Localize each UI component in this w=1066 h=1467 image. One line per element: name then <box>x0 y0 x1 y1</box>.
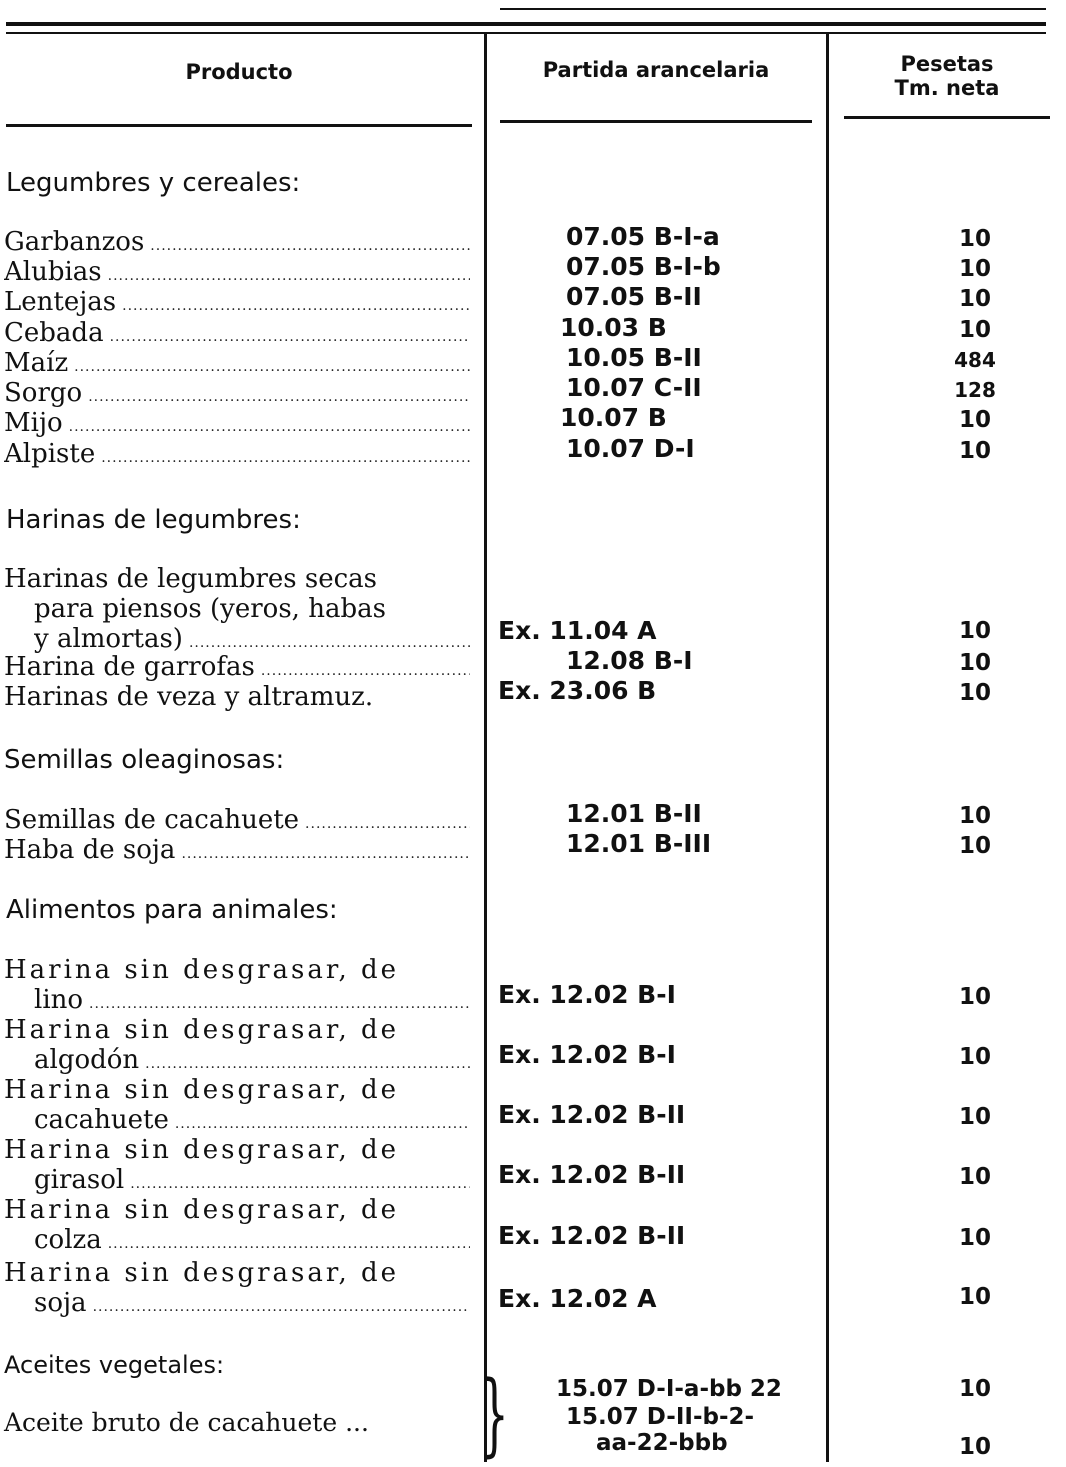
row-colza-value: 10 <box>958 1225 991 1251</box>
row-aceite-value2: 10 <box>958 1434 991 1460</box>
row-garrofas-code: 12.08 B-I <box>566 646 693 675</box>
row-aceite-value1: 10 <box>958 1376 991 1402</box>
section-semillas-oleaginosas: Semillas oleaginosas: <box>4 745 285 775</box>
row-alubias-code: 07.05 B-I-b <box>566 252 721 281</box>
column-divider-right <box>826 34 829 1462</box>
row-mijo-product: Mijo ..... <box>4 408 470 442</box>
row-soja-haba-product: Haba de soja ..... <box>4 835 470 869</box>
row-aceite-code1: 15.07 D-I-a-bb 22 <box>556 1376 782 1402</box>
header-underline-partida <box>500 120 812 123</box>
header-pesetas <box>844 52 1050 100</box>
row-aceite-code2-line1: 15.07 D-II-b-2- <box>566 1404 755 1430</box>
row-lino-line2: lino ..... <box>34 985 470 1019</box>
row-lino-value: 10 <box>958 984 991 1010</box>
header-producto: Producto <box>185 60 293 84</box>
row-soja-harina-line2: soja ..... <box>34 1288 470 1322</box>
top-rule-thin-2 <box>6 32 1046 34</box>
row-soja-harina-line1: Harina sin desgrasar, de <box>4 1258 400 1288</box>
section-legumbres-cereales: Legumbres y cereales: <box>6 168 301 198</box>
row-mijo-value: 10 <box>958 407 991 433</box>
row-algodon-line1: Harina sin desgrasar, de <box>4 1015 400 1045</box>
row-harinas-secas-line3: y almortas) ..... <box>34 624 470 658</box>
row-veza-value: 10 <box>958 680 991 706</box>
row-alpiste-value: 10 <box>958 438 991 464</box>
row-algodon-line2: algodón ..... <box>34 1045 470 1079</box>
row-harinas-secas-value: 10 <box>958 618 991 644</box>
row-harinas-secas-line1: Harinas de legumbres secas <box>4 564 378 594</box>
header-pesetas-line1: Pesetas <box>900 52 994 76</box>
row-cacahuete-harina-value: 10 <box>958 1104 991 1130</box>
section-aceites-vegetales: Aceites vegetales: <box>4 1351 225 1379</box>
row-alpiste-code: 10.07 D-I <box>566 434 695 463</box>
row-harinas-secas-line2: para piensos (yeros, habas <box>34 594 386 624</box>
row-alubias-value: 10 <box>958 256 991 282</box>
header-underline-producto <box>6 124 472 127</box>
header-pesetas-line2: Tm. neta <box>894 76 1000 100</box>
row-mijo-code: 10.07 B <box>560 403 667 432</box>
row-lentejas-product: Lentejas ..... <box>4 287 470 321</box>
row-alpiste-product: Alpiste ..... <box>4 439 470 473</box>
row-veza-code: Ex. 23.06 B <box>498 676 657 705</box>
row-cebada-code: 10.03 B <box>560 313 667 342</box>
row-garrofas-product: Harina de garrofas ..... <box>4 652 470 686</box>
row-aceite-product: Aceite bruto de cacahuete ... <box>4 1408 369 1437</box>
row-cacahuete-harina-code: Ex. 12.02 B-II <box>498 1100 686 1129</box>
header-underline-pesetas <box>844 116 1050 119</box>
row-sorgo-product: Sorgo ..... <box>4 378 470 412</box>
row-algodon-value: 10 <box>958 1044 991 1070</box>
row-garbanzos-code: 07.05 B-I-a <box>566 222 720 251</box>
row-maiz-code: 10.05 B-II <box>566 343 702 372</box>
row-cebada-value: 10 <box>958 317 991 343</box>
row-alubias-product: Alubias ..... <box>4 257 470 291</box>
row-girasol-line2: girasol ..... <box>34 1165 470 1199</box>
row-cacahuete-semillas-value: 10 <box>958 803 991 829</box>
row-girasol-value: 10 <box>958 1164 991 1190</box>
top-rule-thick <box>6 22 1046 26</box>
row-cacahuete-harina-line1: Harina sin desgrasar, de <box>4 1075 400 1105</box>
row-maiz-product: Maíz ..... <box>4 348 470 382</box>
section-harinas-legumbres: Harinas de legumbres: <box>6 505 301 535</box>
row-soja-haba-value: 10 <box>958 833 991 859</box>
row-colza-line2: colza ..... <box>34 1225 470 1259</box>
row-sorgo-value: 128 <box>954 378 996 402</box>
row-cacahuete-harina-line2: cacahuete ..... <box>34 1105 470 1139</box>
row-sorgo-code: 10.07 C-II <box>566 373 702 402</box>
row-garbanzos-value: 10 <box>958 226 991 252</box>
row-aceite-brace: } <box>480 1362 509 1467</box>
row-soja-haba-code: 12.01 B-III <box>566 829 712 858</box>
row-veza-product: Harinas de veza y altramuz. <box>4 682 374 712</box>
row-cacahuete-semillas-product: Semillas de cacahuete ..... <box>4 805 470 839</box>
row-lino-line1: Harina sin desgrasar, de <box>4 955 400 985</box>
row-soja-harina-code: Ex. 12.02 A <box>498 1284 657 1313</box>
row-maiz-value: 484 <box>954 348 996 372</box>
row-garrofas-value: 10 <box>958 650 991 676</box>
header-partida: Partida arancelaria <box>542 58 770 82</box>
row-soja-harina-value: 10 <box>958 1284 991 1310</box>
row-colza-code: Ex. 12.02 B-II <box>498 1221 686 1250</box>
row-cebada-product: Cebada ..... <box>4 318 470 352</box>
column-divider-left <box>484 34 487 1462</box>
row-aceite-code2-line2: aa-22-bbb <box>596 1430 728 1456</box>
row-lentejas-code: 07.05 B-II <box>566 282 702 311</box>
row-lino-code: Ex. 12.02 B-I <box>498 980 676 1009</box>
row-cacahuete-semillas-code: 12.01 B-II <box>566 799 702 828</box>
row-girasol-line1: Harina sin desgrasar, de <box>4 1135 400 1165</box>
row-harinas-secas-code: Ex. 11.04 A <box>498 616 657 645</box>
row-garbanzos-product: Garbanzos ..... <box>4 227 470 261</box>
top-rule-thin <box>500 8 1046 10</box>
row-lentejas-value: 10 <box>958 286 991 312</box>
section-alimentos-animales: Alimentos para animales: <box>6 895 338 925</box>
row-girasol-code: Ex. 12.02 B-II <box>498 1160 686 1189</box>
row-algodon-code: Ex. 12.02 B-I <box>498 1040 676 1069</box>
row-colza-line1: Harina sin desgrasar, de <box>4 1195 400 1225</box>
